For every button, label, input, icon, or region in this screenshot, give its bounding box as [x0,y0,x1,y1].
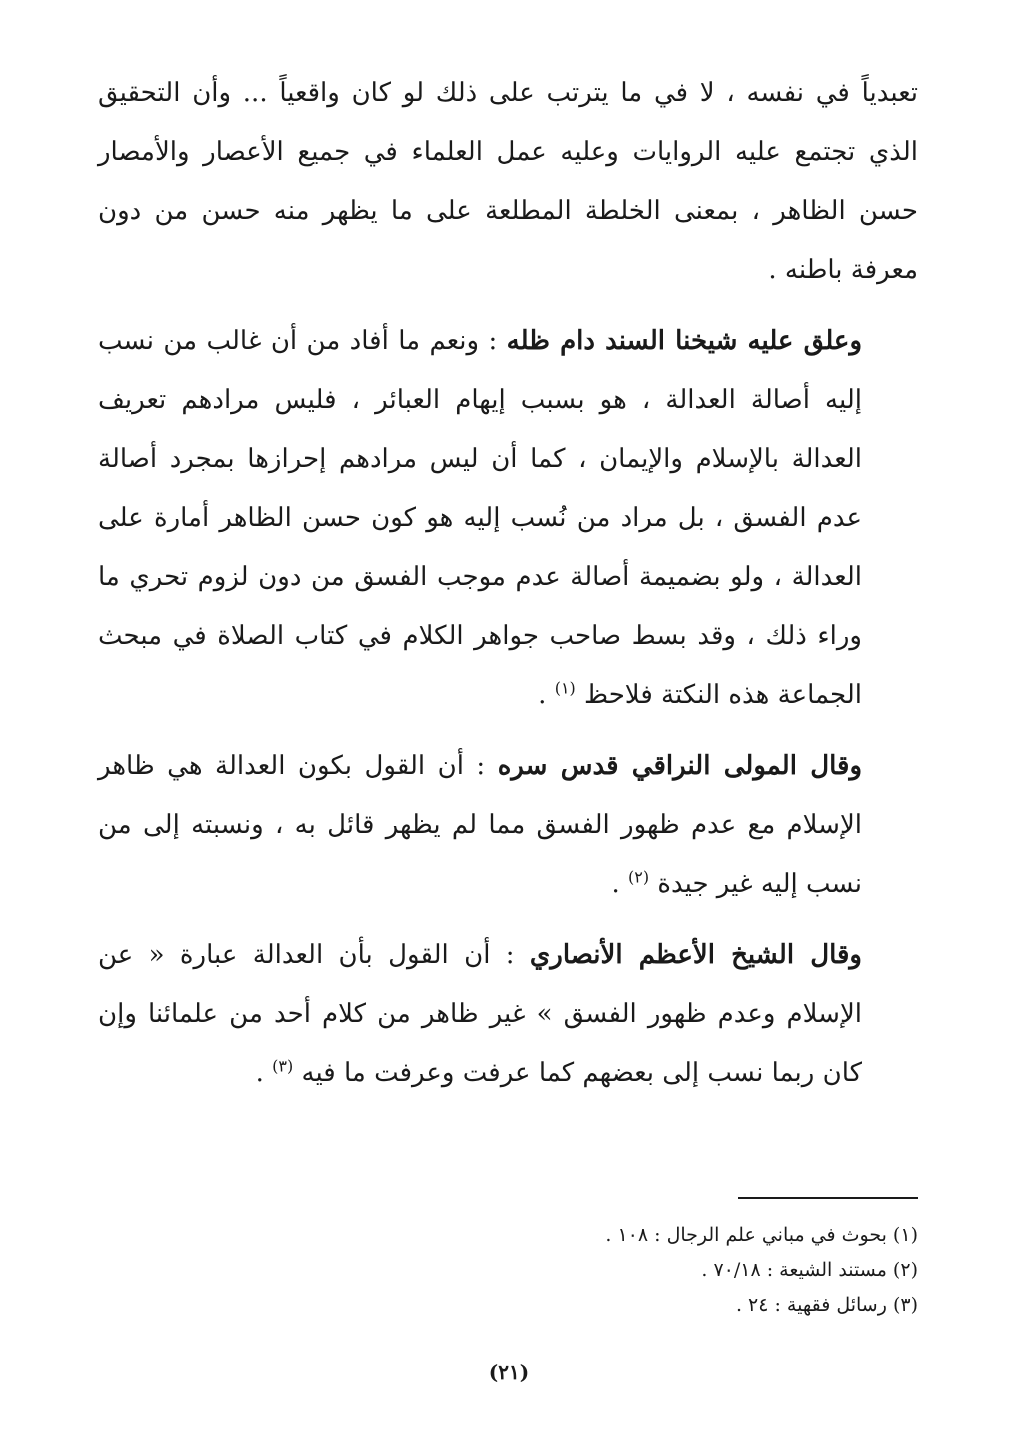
paragraph-3-text: : أن القول بكون العدالة هي ظاهر الإسلام مع عدم ظهور الفسق مما لم يظهر قائل به ، ونسبته إلى من نسب إليه غير جيدة [98,751,862,899]
footnote-1: (١) بحوث في مباني علم الرجال : ١٠٨ . [605,1224,918,1246]
paragraph-3-end: . [611,869,628,899]
paragraph-1: تعبدياً في نفسه ، لا في ما يترتب على ذلك لو كان واقعياً ... وأن التحقيق الذي تجتمع عليه الروايات وعليه عمل العلماء في جميع الأعصار والأمصار حسن الظاهر ، بمعنى الخلطة المطلعة على ما يظهر منه حسن من دون معرفة باطنه . [98,78,918,285]
footnotes [98,1218,918,1323]
footnote-ref-3: (٣) [272,1056,294,1076]
footnote-ref-2: (٢) [627,867,650,887]
page-number: (٢١) [488,1360,530,1384]
paragraph-4-end: . [255,1058,273,1088]
paragraph-2-lead: وعلق عليه شيخنا السند دام ظله [506,326,862,356]
paragraph-2 [98,312,918,725]
footnote-2: (٢) مستند الشيعة : ٧٠/١٨ . [701,1259,918,1281]
paragraph-4-text: : أن القول بأن العدالة عبارة « عن الإسلام وعدم ظهور الفسق » غير ظاهر من كلام أحد من علمائنا وإن كان ربما نسب إلى بعضهم كما عرفت وعرفت ما فيه [98,940,862,1088]
paragraph-3 [98,737,918,914]
paragraph-4 [98,926,918,1103]
paragraph-2-text: : ونعم ما أفاد من أن غالب من نسب إليه أصالة العدالة ، هو بسبب إيهام العبائر ، فليس مرادهم تعريف العدالة بالإسلام والإيمان ، كما أن ليس مرادهم إحرازها بمجرد أصالة عدم الفسق ، بل مراد من نُسب إليه هو كون حسن الظاهر أمارة على العدالة ، ولو بضميمة أصالة عدم موجب الفسق من دون لزوم تحري ما وراء ذلك ، وقد بسط صاحب جواهر الكلام في كتاب الصلاة في مبحث الجماعة هذه النكتة فلاحظ [98,326,862,710]
footnote-divider [738,1197,918,1199]
paragraph-2-end: . [538,680,555,710]
footnote-ref-1: (١) [554,678,576,698]
paragraph-3-lead: وقال المولى النراقي قدس سره [497,751,862,781]
footnote-3: (٣) رسائل فقهية : ٢٤ . [735,1294,918,1316]
page-body [98,64,918,1103]
paragraph-4-lead: وقال الشيخ الأعظم الأنصاري [529,940,862,970]
